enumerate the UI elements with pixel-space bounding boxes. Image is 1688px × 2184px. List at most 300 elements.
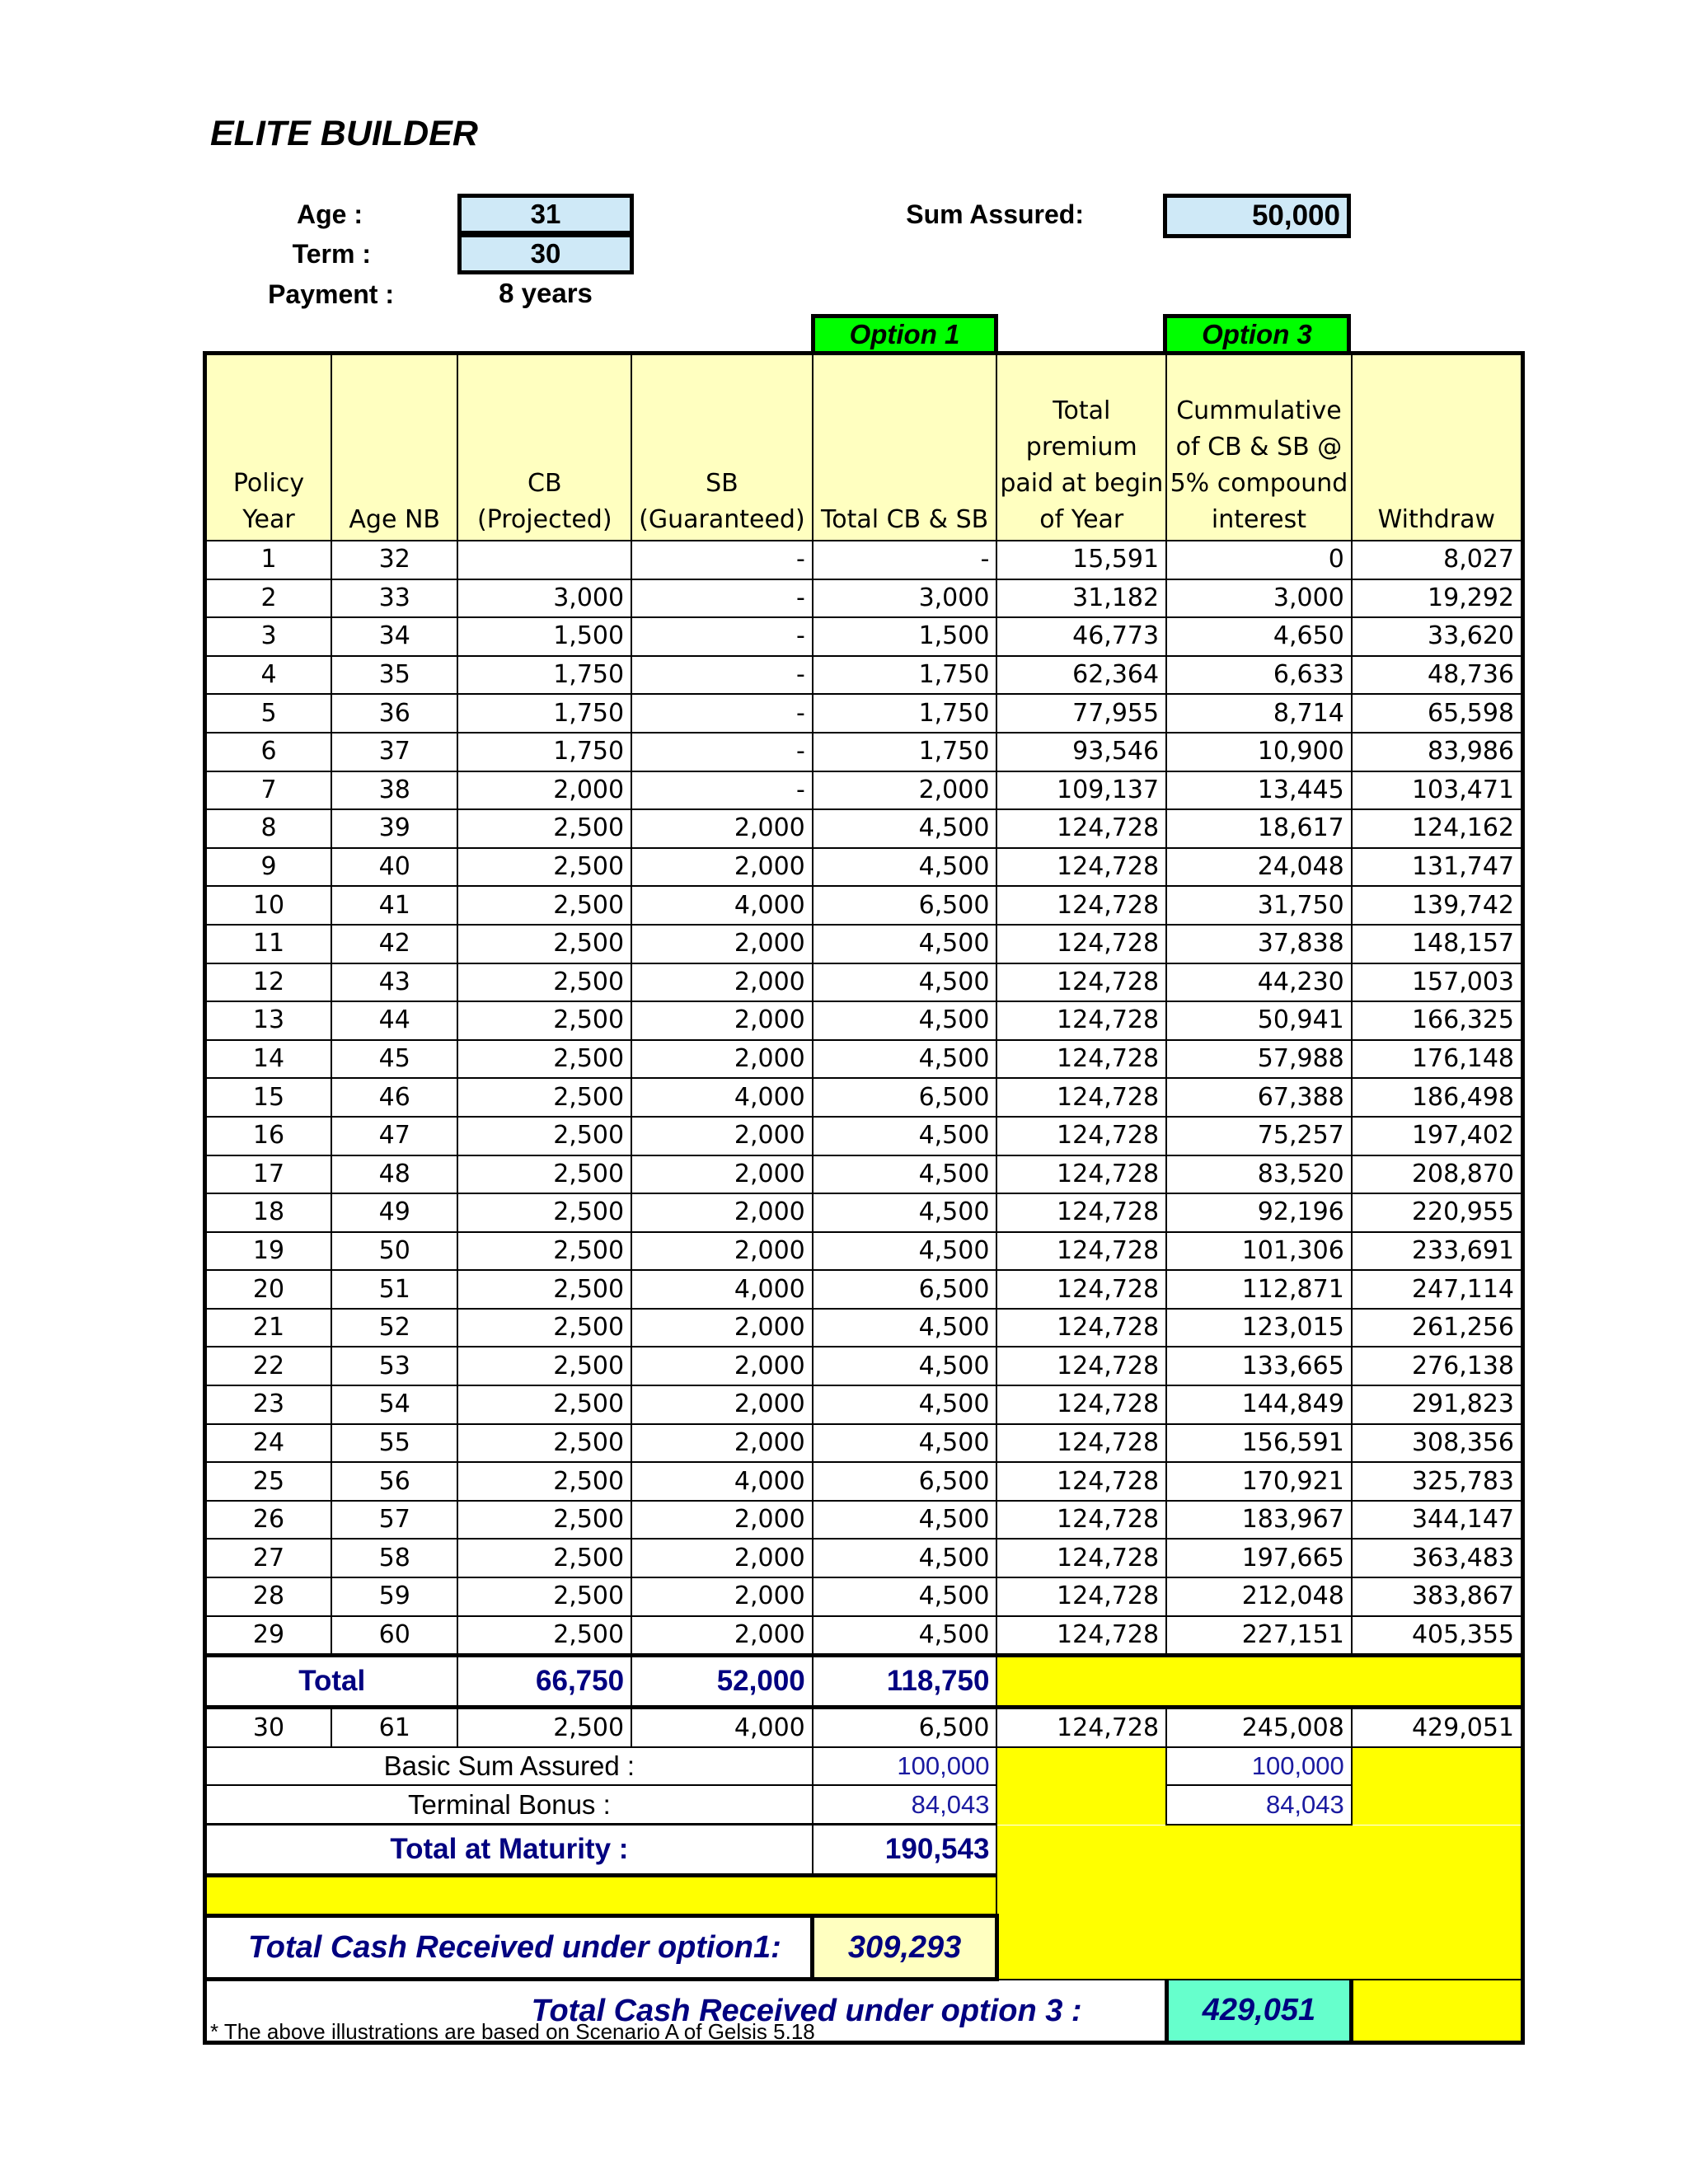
cell-age: 40 xyxy=(331,848,457,887)
cell-sb: 2,000 xyxy=(631,1232,813,1271)
cell-sb: 2,000 xyxy=(631,925,813,963)
totals-label: Total xyxy=(205,1656,458,1708)
cell-cumulative: 4,650 xyxy=(1166,617,1352,656)
sum-assured-box[interactable]: 50,000 xyxy=(1163,194,1351,238)
cell-year: 1 xyxy=(205,541,331,579)
cell-sb: - xyxy=(631,617,813,656)
cell-sb: 2,000 xyxy=(631,1155,813,1194)
cell-premium: 77,955 xyxy=(996,694,1166,733)
cell-sb: 2,000 xyxy=(631,1501,813,1540)
cell-age: 39 xyxy=(331,809,457,848)
cell-sb: 4,000 xyxy=(631,886,813,925)
cell-sb: - xyxy=(631,656,813,695)
payment-label: Payment : xyxy=(268,279,394,309)
cell-withdraw: 139,742 xyxy=(1352,886,1523,925)
table-row xyxy=(205,656,1523,695)
cell-year: 28 xyxy=(205,1577,331,1616)
term-value-box[interactable]: 30 xyxy=(457,233,634,274)
cell-age: 33 xyxy=(331,579,457,618)
final-withdraw: 429,051 xyxy=(1352,1708,1523,1747)
cell-withdraw: 103,471 xyxy=(1352,771,1523,810)
header-sb-guaranteed: SB (Guaranteed) xyxy=(631,354,813,541)
cell-withdraw: 8,027 xyxy=(1352,541,1523,579)
cell-total: 1,750 xyxy=(813,733,997,771)
table-row xyxy=(205,617,1523,656)
table-row xyxy=(205,1385,1523,1424)
terminal-bonus-row xyxy=(205,1785,1523,1824)
cell-cb xyxy=(457,541,631,579)
cell-sb: 4,000 xyxy=(631,1462,813,1501)
cell-age: 56 xyxy=(331,1462,457,1501)
header-total-premium: Total premium paid at begin of Year xyxy=(996,354,1166,541)
table-row xyxy=(205,1155,1523,1194)
cell-premium: 31,182 xyxy=(996,579,1166,618)
cell-year: 21 xyxy=(205,1309,331,1347)
header-age-nb: Age NB xyxy=(331,354,457,541)
cell-cb: 2,000 xyxy=(457,771,631,810)
cell-withdraw: 176,148 xyxy=(1352,1040,1523,1079)
cell-cumulative: 212,048 xyxy=(1166,1577,1352,1616)
cell-withdraw: 405,355 xyxy=(1352,1616,1523,1656)
cell-total: 4,500 xyxy=(813,1616,997,1656)
cell-cumulative: 57,988 xyxy=(1166,1040,1352,1079)
table-row xyxy=(205,1462,1523,1501)
cell-total: 1,750 xyxy=(813,694,997,733)
cell-sb: - xyxy=(631,733,813,771)
final-cb: 2,500 xyxy=(457,1708,631,1747)
table-row xyxy=(205,1270,1523,1309)
option3-tab: Option 3 xyxy=(1163,314,1351,352)
terminal-bonus-opt3: 84,043 xyxy=(1166,1785,1352,1824)
age-label: Age : xyxy=(297,199,363,229)
cell-age: 38 xyxy=(331,771,457,810)
cell-cb: 3,000 xyxy=(457,579,631,618)
cell-cumulative: 133,665 xyxy=(1166,1347,1352,1385)
yellow-fill xyxy=(996,1785,1166,1824)
totals-row xyxy=(205,1656,1523,1708)
cell-total: 4,500 xyxy=(813,1001,997,1040)
cell-withdraw: 308,356 xyxy=(1352,1424,1523,1463)
cell-sb: 2,000 xyxy=(631,1385,813,1424)
table-row xyxy=(205,579,1523,618)
cell-cb: 2,500 xyxy=(457,1078,631,1117)
cell-cb: 1,750 xyxy=(457,733,631,771)
cash-option1-label: Total Cash Received under option1: xyxy=(205,1916,813,1980)
final-total: 6,500 xyxy=(813,1708,997,1747)
cell-year: 10 xyxy=(205,886,331,925)
table-row xyxy=(205,771,1523,810)
cell-year: 3 xyxy=(205,617,331,656)
cell-cumulative: 197,665 xyxy=(1166,1539,1352,1577)
cell-total: 1,750 xyxy=(813,656,997,695)
cell-age: 46 xyxy=(331,1078,457,1117)
cell-year: 29 xyxy=(205,1616,331,1656)
table-row xyxy=(205,1616,1523,1656)
yellow-fill xyxy=(996,1825,1522,1876)
cell-year: 24 xyxy=(205,1424,331,1463)
totals-sb: 52,000 xyxy=(631,1656,813,1708)
header-withdraw: Withdraw xyxy=(1352,354,1523,541)
terminal-bonus-opt1: 84,043 xyxy=(813,1785,997,1824)
cell-total: 4,500 xyxy=(813,1539,997,1577)
cell-cb: 2,500 xyxy=(457,848,631,887)
yellow-fill xyxy=(996,1916,1522,1980)
cell-age: 47 xyxy=(331,1117,457,1155)
cell-year: 12 xyxy=(205,963,331,1002)
cell-withdraw: 363,483 xyxy=(1352,1539,1523,1577)
cell-premium: 15,591 xyxy=(996,541,1166,579)
table-row xyxy=(205,1232,1523,1271)
cell-cb: 2,500 xyxy=(457,1462,631,1501)
table-row xyxy=(205,1117,1523,1155)
cell-sb: 2,000 xyxy=(631,1539,813,1577)
cell-total: 4,500 xyxy=(813,1347,997,1385)
cell-cumulative: 31,750 xyxy=(1166,886,1352,925)
cell-total: 4,500 xyxy=(813,848,997,887)
cell-year: 15 xyxy=(205,1078,331,1117)
cell-sb: 2,000 xyxy=(631,1193,813,1232)
cell-cumulative: 50,941 xyxy=(1166,1001,1352,1040)
cell-premium: 124,728 xyxy=(996,1616,1166,1656)
cell-cb: 2,500 xyxy=(457,1347,631,1385)
cell-withdraw: 208,870 xyxy=(1352,1155,1523,1194)
cell-cumulative: 170,921 xyxy=(1166,1462,1352,1501)
cell-age: 45 xyxy=(331,1040,457,1079)
cell-sb: 4,000 xyxy=(631,1078,813,1117)
final-age: 61 xyxy=(331,1708,457,1747)
cell-cb: 2,500 xyxy=(457,1232,631,1271)
cell-cb: 2,500 xyxy=(457,963,631,1002)
cell-cumulative: 112,871 xyxy=(1166,1270,1352,1309)
cell-total: 4,500 xyxy=(813,1501,997,1540)
cell-year: 25 xyxy=(205,1462,331,1501)
table-row xyxy=(205,1501,1523,1540)
table-row xyxy=(205,1193,1523,1232)
cell-age: 60 xyxy=(331,1616,457,1656)
cell-total: 4,500 xyxy=(813,1309,997,1347)
table-row xyxy=(205,1539,1523,1577)
cell-year: 26 xyxy=(205,1501,331,1540)
cell-withdraw: 261,256 xyxy=(1352,1309,1523,1347)
cell-year: 4 xyxy=(205,656,331,695)
table-row xyxy=(205,963,1523,1002)
cell-cb: 2,500 xyxy=(457,1270,631,1309)
table-row xyxy=(205,1577,1523,1616)
cell-year: 6 xyxy=(205,733,331,771)
table-row xyxy=(205,541,1523,579)
cell-cb: 1,750 xyxy=(457,656,631,695)
cell-cb: 2,500 xyxy=(457,1155,631,1194)
cash-option3-label: Total Cash Received under option 3 : xyxy=(205,1980,1167,2043)
cell-withdraw: 124,162 xyxy=(1352,809,1523,848)
cell-premium: 124,728 xyxy=(996,1501,1166,1540)
table-row xyxy=(205,809,1523,848)
cell-cumulative: 18,617 xyxy=(1166,809,1352,848)
option1-tab: Option 1 xyxy=(811,314,998,352)
cell-cumulative: 6,633 xyxy=(1166,656,1352,695)
cell-cb: 2,500 xyxy=(457,1040,631,1079)
table-row xyxy=(205,1040,1523,1079)
cell-cb: 2,500 xyxy=(457,1309,631,1347)
cell-sb: 2,000 xyxy=(631,1347,813,1385)
cell-year: 18 xyxy=(205,1193,331,1232)
cell-sb: 2,000 xyxy=(631,1424,813,1463)
cell-withdraw: 33,620 xyxy=(1352,617,1523,656)
cell-withdraw: 83,986 xyxy=(1352,733,1523,771)
cell-cumulative: 8,714 xyxy=(1166,694,1352,733)
illustration-table xyxy=(203,351,1525,2045)
cell-sb: 2,000 xyxy=(631,1577,813,1616)
cell-withdraw: 65,598 xyxy=(1352,694,1523,733)
cell-withdraw: 344,147 xyxy=(1352,1501,1523,1540)
cell-year: 22 xyxy=(205,1347,331,1385)
cell-withdraw: 220,955 xyxy=(1352,1193,1523,1232)
cell-cumulative: 3,000 xyxy=(1166,579,1352,618)
cell-age: 52 xyxy=(331,1309,457,1347)
cell-withdraw: 48,736 xyxy=(1352,656,1523,695)
cell-year: 5 xyxy=(205,694,331,733)
cell-age: 50 xyxy=(331,1232,457,1271)
term-label: Term : xyxy=(292,239,371,269)
cell-premium: 124,728 xyxy=(996,1270,1166,1309)
cell-age: 44 xyxy=(331,1001,457,1040)
cell-sb: 2,000 xyxy=(631,1040,813,1079)
cell-withdraw: 131,747 xyxy=(1352,848,1523,887)
yellow-fill xyxy=(1352,1785,1523,1824)
cell-cumulative: 10,900 xyxy=(1166,733,1352,771)
cell-cb: 2,500 xyxy=(457,1616,631,1656)
cell-age: 59 xyxy=(331,1577,457,1616)
cell-year: 2 xyxy=(205,579,331,618)
header-total-cb-sb: Total CB & SB xyxy=(813,354,997,541)
cell-cumulative: 92,196 xyxy=(1166,1193,1352,1232)
cell-premium: 124,728 xyxy=(996,1155,1166,1194)
cell-sb: - xyxy=(631,771,813,810)
cell-age: 53 xyxy=(331,1347,457,1385)
cell-year: 20 xyxy=(205,1270,331,1309)
footnote: * The above illustrations are based on Scenario A of Gelsis 5.18 xyxy=(210,2019,815,2044)
cell-premium: 124,728 xyxy=(996,1001,1166,1040)
cell-year: 23 xyxy=(205,1385,331,1424)
cell-total: 6,500 xyxy=(813,886,997,925)
cell-cumulative: 156,591 xyxy=(1166,1424,1352,1463)
cell-premium: 124,728 xyxy=(996,1347,1166,1385)
cell-age: 41 xyxy=(331,886,457,925)
cell-cumulative: 24,048 xyxy=(1166,848,1352,887)
table-row xyxy=(205,1424,1523,1463)
cell-age: 37 xyxy=(331,733,457,771)
cell-sb: 4,000 xyxy=(631,1270,813,1309)
cell-total: 1,500 xyxy=(813,617,997,656)
cell-cumulative: 101,306 xyxy=(1166,1232,1352,1271)
terminal-bonus-label: Terminal Bonus : xyxy=(205,1785,813,1824)
cell-cumulative: 144,849 xyxy=(1166,1385,1352,1424)
table-header-row xyxy=(205,354,1523,541)
cell-year: 13 xyxy=(205,1001,331,1040)
cell-age: 35 xyxy=(331,656,457,695)
table-row xyxy=(205,886,1523,925)
cell-premium: 124,728 xyxy=(996,1193,1166,1232)
cell-cb: 2,500 xyxy=(457,886,631,925)
cell-withdraw: 186,498 xyxy=(1352,1078,1523,1117)
cell-cb: 2,500 xyxy=(457,1501,631,1540)
cell-total: 4,500 xyxy=(813,925,997,963)
cell-cb: 2,500 xyxy=(457,809,631,848)
table-row xyxy=(205,1001,1523,1040)
cell-withdraw: 197,402 xyxy=(1352,1117,1523,1155)
cell-cb: 2,500 xyxy=(457,1577,631,1616)
cell-age: 32 xyxy=(331,541,457,579)
cell-premium: 124,728 xyxy=(996,1040,1166,1079)
cell-sb: 2,000 xyxy=(631,1309,813,1347)
cell-premium: 124,728 xyxy=(996,1117,1166,1155)
cell-total: 4,500 xyxy=(813,1193,997,1232)
cell-sb: - xyxy=(631,579,813,618)
cell-year: 7 xyxy=(205,771,331,810)
cell-premium: 124,728 xyxy=(996,848,1166,887)
cell-total: 6,500 xyxy=(813,1270,997,1309)
cell-year: 16 xyxy=(205,1117,331,1155)
cell-age: 48 xyxy=(331,1155,457,1194)
cell-cb: 2,500 xyxy=(457,1385,631,1424)
cell-cumulative: 227,151 xyxy=(1166,1616,1352,1656)
cell-total: 4,500 xyxy=(813,1155,997,1194)
final-cumulative: 245,008 xyxy=(1166,1708,1352,1747)
cell-year: 9 xyxy=(205,848,331,887)
totals-cb: 66,750 xyxy=(457,1656,631,1708)
cell-withdraw: 148,157 xyxy=(1352,925,1523,963)
cell-sb: 2,000 xyxy=(631,963,813,1002)
page-title: ELITE BUILDER xyxy=(210,114,478,153)
cell-cb: 1,750 xyxy=(457,694,631,733)
cell-premium: 124,728 xyxy=(996,1309,1166,1347)
basic-sum-assured-label: Basic Sum Assured : xyxy=(205,1747,813,1786)
cell-age: 36 xyxy=(331,694,457,733)
cell-cumulative: 123,015 xyxy=(1166,1309,1352,1347)
cell-cumulative: 183,967 xyxy=(1166,1501,1352,1540)
table-row xyxy=(205,694,1523,733)
cell-cb: 2,500 xyxy=(457,925,631,963)
spacer-row xyxy=(205,1876,1523,1916)
cell-cumulative: 37,838 xyxy=(1166,925,1352,963)
cell-year: 27 xyxy=(205,1539,331,1577)
cash-option1-row xyxy=(205,1916,1523,1980)
table-row xyxy=(205,1309,1523,1347)
cell-sb: - xyxy=(631,694,813,733)
cell-total: 4,500 xyxy=(813,1117,997,1155)
cell-age: 43 xyxy=(331,963,457,1002)
cell-total: 2,000 xyxy=(813,771,997,810)
cell-withdraw: 233,691 xyxy=(1352,1232,1523,1271)
total-at-maturity-row xyxy=(205,1825,1523,1876)
cell-premium: 124,728 xyxy=(996,1078,1166,1117)
cell-premium: 109,137 xyxy=(996,771,1166,810)
cell-year: 11 xyxy=(205,925,331,963)
cell-total: - xyxy=(813,541,997,579)
cell-premium: 124,728 xyxy=(996,886,1166,925)
yellow-fill xyxy=(1352,1747,1523,1786)
cell-year: 14 xyxy=(205,1040,331,1079)
cell-cb: 2,500 xyxy=(457,1117,631,1155)
cell-premium: 124,728 xyxy=(996,809,1166,848)
cell-withdraw: 383,867 xyxy=(1352,1577,1523,1616)
cash-option3-value: 429,051 xyxy=(1166,1980,1352,2043)
cell-cumulative: 44,230 xyxy=(1166,963,1352,1002)
cell-premium: 124,728 xyxy=(996,1539,1166,1577)
cell-total: 4,500 xyxy=(813,1385,997,1424)
cell-age: 57 xyxy=(331,1501,457,1540)
cell-sb: 2,000 xyxy=(631,1117,813,1155)
basic-sum-assured-row xyxy=(205,1747,1523,1786)
cell-sb: - xyxy=(631,541,813,579)
final-year-row xyxy=(205,1708,1523,1747)
basic-sum-assured-opt1: 100,000 xyxy=(813,1747,997,1786)
cell-sb: 2,000 xyxy=(631,809,813,848)
cell-total: 6,500 xyxy=(813,1078,997,1117)
table-row xyxy=(205,1078,1523,1117)
cell-premium: 62,364 xyxy=(996,656,1166,695)
cell-cb: 2,500 xyxy=(457,1001,631,1040)
cell-total: 4,500 xyxy=(813,1040,997,1079)
header-policy-year: Policy Year xyxy=(205,354,331,541)
table-row xyxy=(205,1347,1523,1385)
yellow-fill xyxy=(1352,1980,1523,2043)
cell-withdraw: 276,138 xyxy=(1352,1347,1523,1385)
cell-premium: 124,728 xyxy=(996,963,1166,1002)
header-cumulative: Cummulative of CB & SB @ 5% compound interest xyxy=(1166,354,1352,541)
cell-sb: 2,000 xyxy=(631,1616,813,1656)
final-premium: 124,728 xyxy=(996,1708,1166,1747)
cell-total: 6,500 xyxy=(813,1462,997,1501)
cell-premium: 46,773 xyxy=(996,617,1166,656)
cell-withdraw: 291,823 xyxy=(1352,1385,1523,1424)
cell-cb: 2,500 xyxy=(457,1539,631,1577)
cell-age: 54 xyxy=(331,1385,457,1424)
cell-age: 58 xyxy=(331,1539,457,1577)
cell-cb: 2,500 xyxy=(457,1193,631,1232)
final-sb: 4,000 xyxy=(631,1708,813,1747)
cash-option1-value: 309,293 xyxy=(813,1916,997,1980)
totals-highlight xyxy=(996,1656,1522,1708)
cell-age: 34 xyxy=(331,617,457,656)
cell-total: 4,500 xyxy=(813,1577,997,1616)
cell-withdraw: 247,114 xyxy=(1352,1270,1523,1309)
cell-total: 3,000 xyxy=(813,579,997,618)
age-value-box[interactable]: 31 xyxy=(457,194,634,235)
cell-withdraw: 166,325 xyxy=(1352,1001,1523,1040)
cell-premium: 124,728 xyxy=(996,925,1166,963)
cell-year: 17 xyxy=(205,1155,331,1194)
cell-cb: 2,500 xyxy=(457,1424,631,1463)
totals-total: 118,750 xyxy=(813,1656,997,1708)
cell-total: 4,500 xyxy=(813,809,997,848)
cell-age: 42 xyxy=(331,925,457,963)
table-body xyxy=(205,541,1523,1656)
cell-year: 19 xyxy=(205,1232,331,1271)
table-row xyxy=(205,925,1523,963)
cell-withdraw: 325,783 xyxy=(1352,1462,1523,1501)
cell-age: 55 xyxy=(331,1424,457,1463)
cell-total: 4,500 xyxy=(813,963,997,1002)
table-row xyxy=(205,733,1523,771)
cell-premium: 124,728 xyxy=(996,1424,1166,1463)
cell-premium: 124,728 xyxy=(996,1385,1166,1424)
cell-cumulative: 75,257 xyxy=(1166,1117,1352,1155)
cell-withdraw: 19,292 xyxy=(1352,579,1523,618)
sum-assured-label: Sum Assured: xyxy=(906,199,1084,229)
cell-cumulative: 0 xyxy=(1166,541,1352,579)
cell-premium: 124,728 xyxy=(996,1577,1166,1616)
